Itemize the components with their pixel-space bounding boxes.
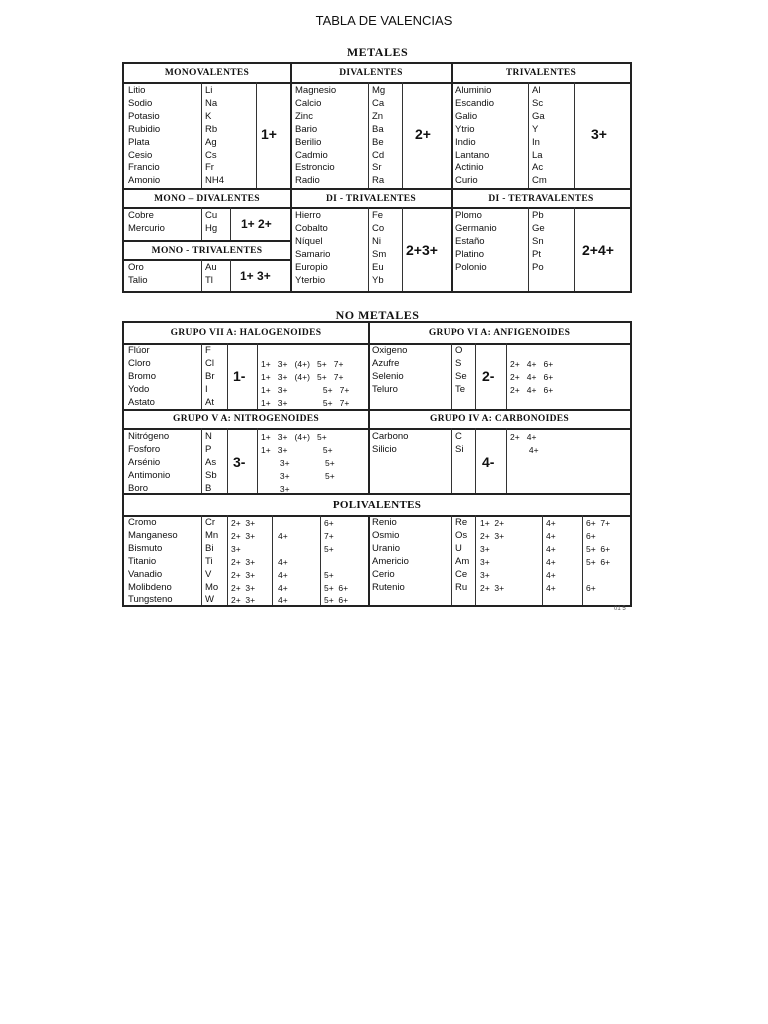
nitro-valence: 3- (233, 454, 246, 470)
monotri-symbols: Au Tl (205, 262, 217, 286)
di-symbols: Mg Ca Zn Ba Be Cd Sr Ra (372, 85, 386, 187)
ditetra-valence: 2+4+ (582, 242, 614, 258)
halo-names: Flúor Cloro Bromo Yodo Astato (128, 345, 156, 408)
monotri-names: Oro Talio (128, 262, 148, 286)
ditri-header: DI - TRIVALENTES (326, 194, 416, 204)
monodi-valence: 1+ 2+ (241, 217, 272, 231)
ditetra-names: Plomo Germanio Estaño Platino Polonio (455, 210, 497, 273)
nitro-names: Nitrógeno Fosforo Arsénio Antimonio Boro (128, 431, 171, 494)
nometales-heading: NO METALES (335, 308, 420, 322)
poli-left-names: Cromo Manganeso Bismuto Titanio Vanadio Molibdeno Tungsteno (128, 517, 178, 606)
tri-symbols: Al Sc Ga Y In La Ac Cm (532, 85, 547, 187)
halo-valence: 1- (233, 368, 246, 384)
ditetra-header: DI - TETRAVALENTES (488, 194, 594, 204)
halo-symbols: F Cl Br I At (205, 345, 215, 408)
tri-header: TRIVALENTES (505, 68, 577, 78)
poli-header: POLIVALENTES (332, 499, 422, 511)
carbo-names: Carbono Silicio (372, 431, 409, 455)
ditetra-symbols: Pb Ge Sn Pt Po (532, 210, 545, 273)
monotri-header: MONO - TRIVALENTES (151, 246, 263, 256)
poli-left-v2: 4+ 4+ 4+ 4+ 4+ (278, 530, 288, 606)
poli-right-v3: 6+ 7+ 6+ 5+ 6+ 5+ 6+ 6+ (586, 518, 611, 593)
mono-header: MONOVALENTES (164, 68, 250, 78)
tri-valence: 3+ (591, 126, 607, 142)
di-header: DIVALENTES (339, 68, 403, 78)
nitro-valences: 1+ 3+ (4+) 5+ 1+ 3+ 5+ 3+ 5+ 3+ 5+ 3+ (261, 432, 335, 494)
footnote: 01 5 (614, 606, 626, 612)
carbo-valence: 4- (482, 454, 495, 470)
di-valence: 2+ (415, 126, 431, 142)
carbo-valences: 2+ 4+ 4+ (510, 432, 539, 455)
monodi-symbols: Cu Hg (205, 210, 218, 234)
poli-right-v2: 4+ 4+ 4+ 4+ 4+ 4+ (546, 518, 556, 593)
anfi-valence: 2- (482, 368, 495, 384)
mono-symbols: Li Na K Rb Ag Cs Fr NH4 (205, 85, 225, 187)
poli-right-v1: 1+ 2+ 2+ 3+ 3+ 3+ 3+ 2+ 3+ (480, 518, 505, 593)
poli-left-v1: 2+ 3+ 2+ 3+ 3+ 2+ 3+ 2+ 3+ 2+ 3+ 2+ 3+ (231, 518, 256, 606)
halo-valences: 1+ 3+ (4+) 5+ 7+ 1+ 3+ (4+) 5+ 7+ 1+ 3+ 5+ 7+ 1+ 3+ 5+ 7+ (261, 358, 350, 408)
anfi-header: GRUPO VI A: ANFIGENOIDES (428, 328, 571, 338)
di-names: Magnesio Calcio Zinc Bario Berilio Cadmio Estroncio Radio (295, 85, 337, 187)
mono-names: Litio Sodio Potasio Rubidio Plata Cesio Francio Amonio (128, 85, 161, 187)
nometales-table (122, 321, 632, 607)
mono-valence: 1+ (261, 126, 277, 142)
monodi-names: Cobre Mercurio (128, 210, 165, 234)
metales-heading: METALES (346, 45, 409, 59)
tri-names: Aluminio Escandio Galio Ytrio Indio Lantano Actinio Curio (455, 85, 495, 187)
nitro-symbols: N P As Sb B (205, 431, 217, 494)
anfi-symbols: O S Se Te (455, 345, 467, 395)
page-title: TABLA DE VALENCIAS (315, 13, 453, 28)
poli-right-symbols: Re Os U Am Ce Ru (455, 517, 470, 593)
halo-header: GRUPO VII A: HALOGENOIDES (170, 328, 322, 338)
monotri-valence: 1+ 3+ (240, 269, 271, 283)
ditri-valence: 2+3+ (406, 242, 438, 258)
anfi-valences: 2+ 4+ 6+ 2+ 4+ 6+ 2+ 4+ 6+ (510, 358, 554, 395)
monodi-header: MONO – DIVALENTES (154, 194, 260, 204)
anfi-names: Oxigeno Azufre Selenio Teluro (372, 345, 408, 395)
carbo-symbols: C Si (455, 431, 464, 455)
poli-left-symbols: Cr Mn Bi Ti V Mo W (205, 517, 219, 606)
ditri-symbols: Fe Co Ni Sm Eu Yb (372, 210, 387, 286)
carbo-header: GRUPO IV A: CARBONOIDES (430, 414, 569, 424)
poli-left-v3: 6+ 7+ 5+ 5+ 5+ 6+ 5+ 6+ (324, 518, 349, 606)
nitro-header: GRUPO V A: NITROGENOIDES (173, 414, 319, 424)
ditri-names: Hierro Cobalto Níquel Samario Europio Yterbio (295, 210, 331, 286)
metales-table (122, 62, 632, 293)
poli-right-names: Renio Osmio Uranio Americio Cerio Rutenio (372, 517, 409, 593)
